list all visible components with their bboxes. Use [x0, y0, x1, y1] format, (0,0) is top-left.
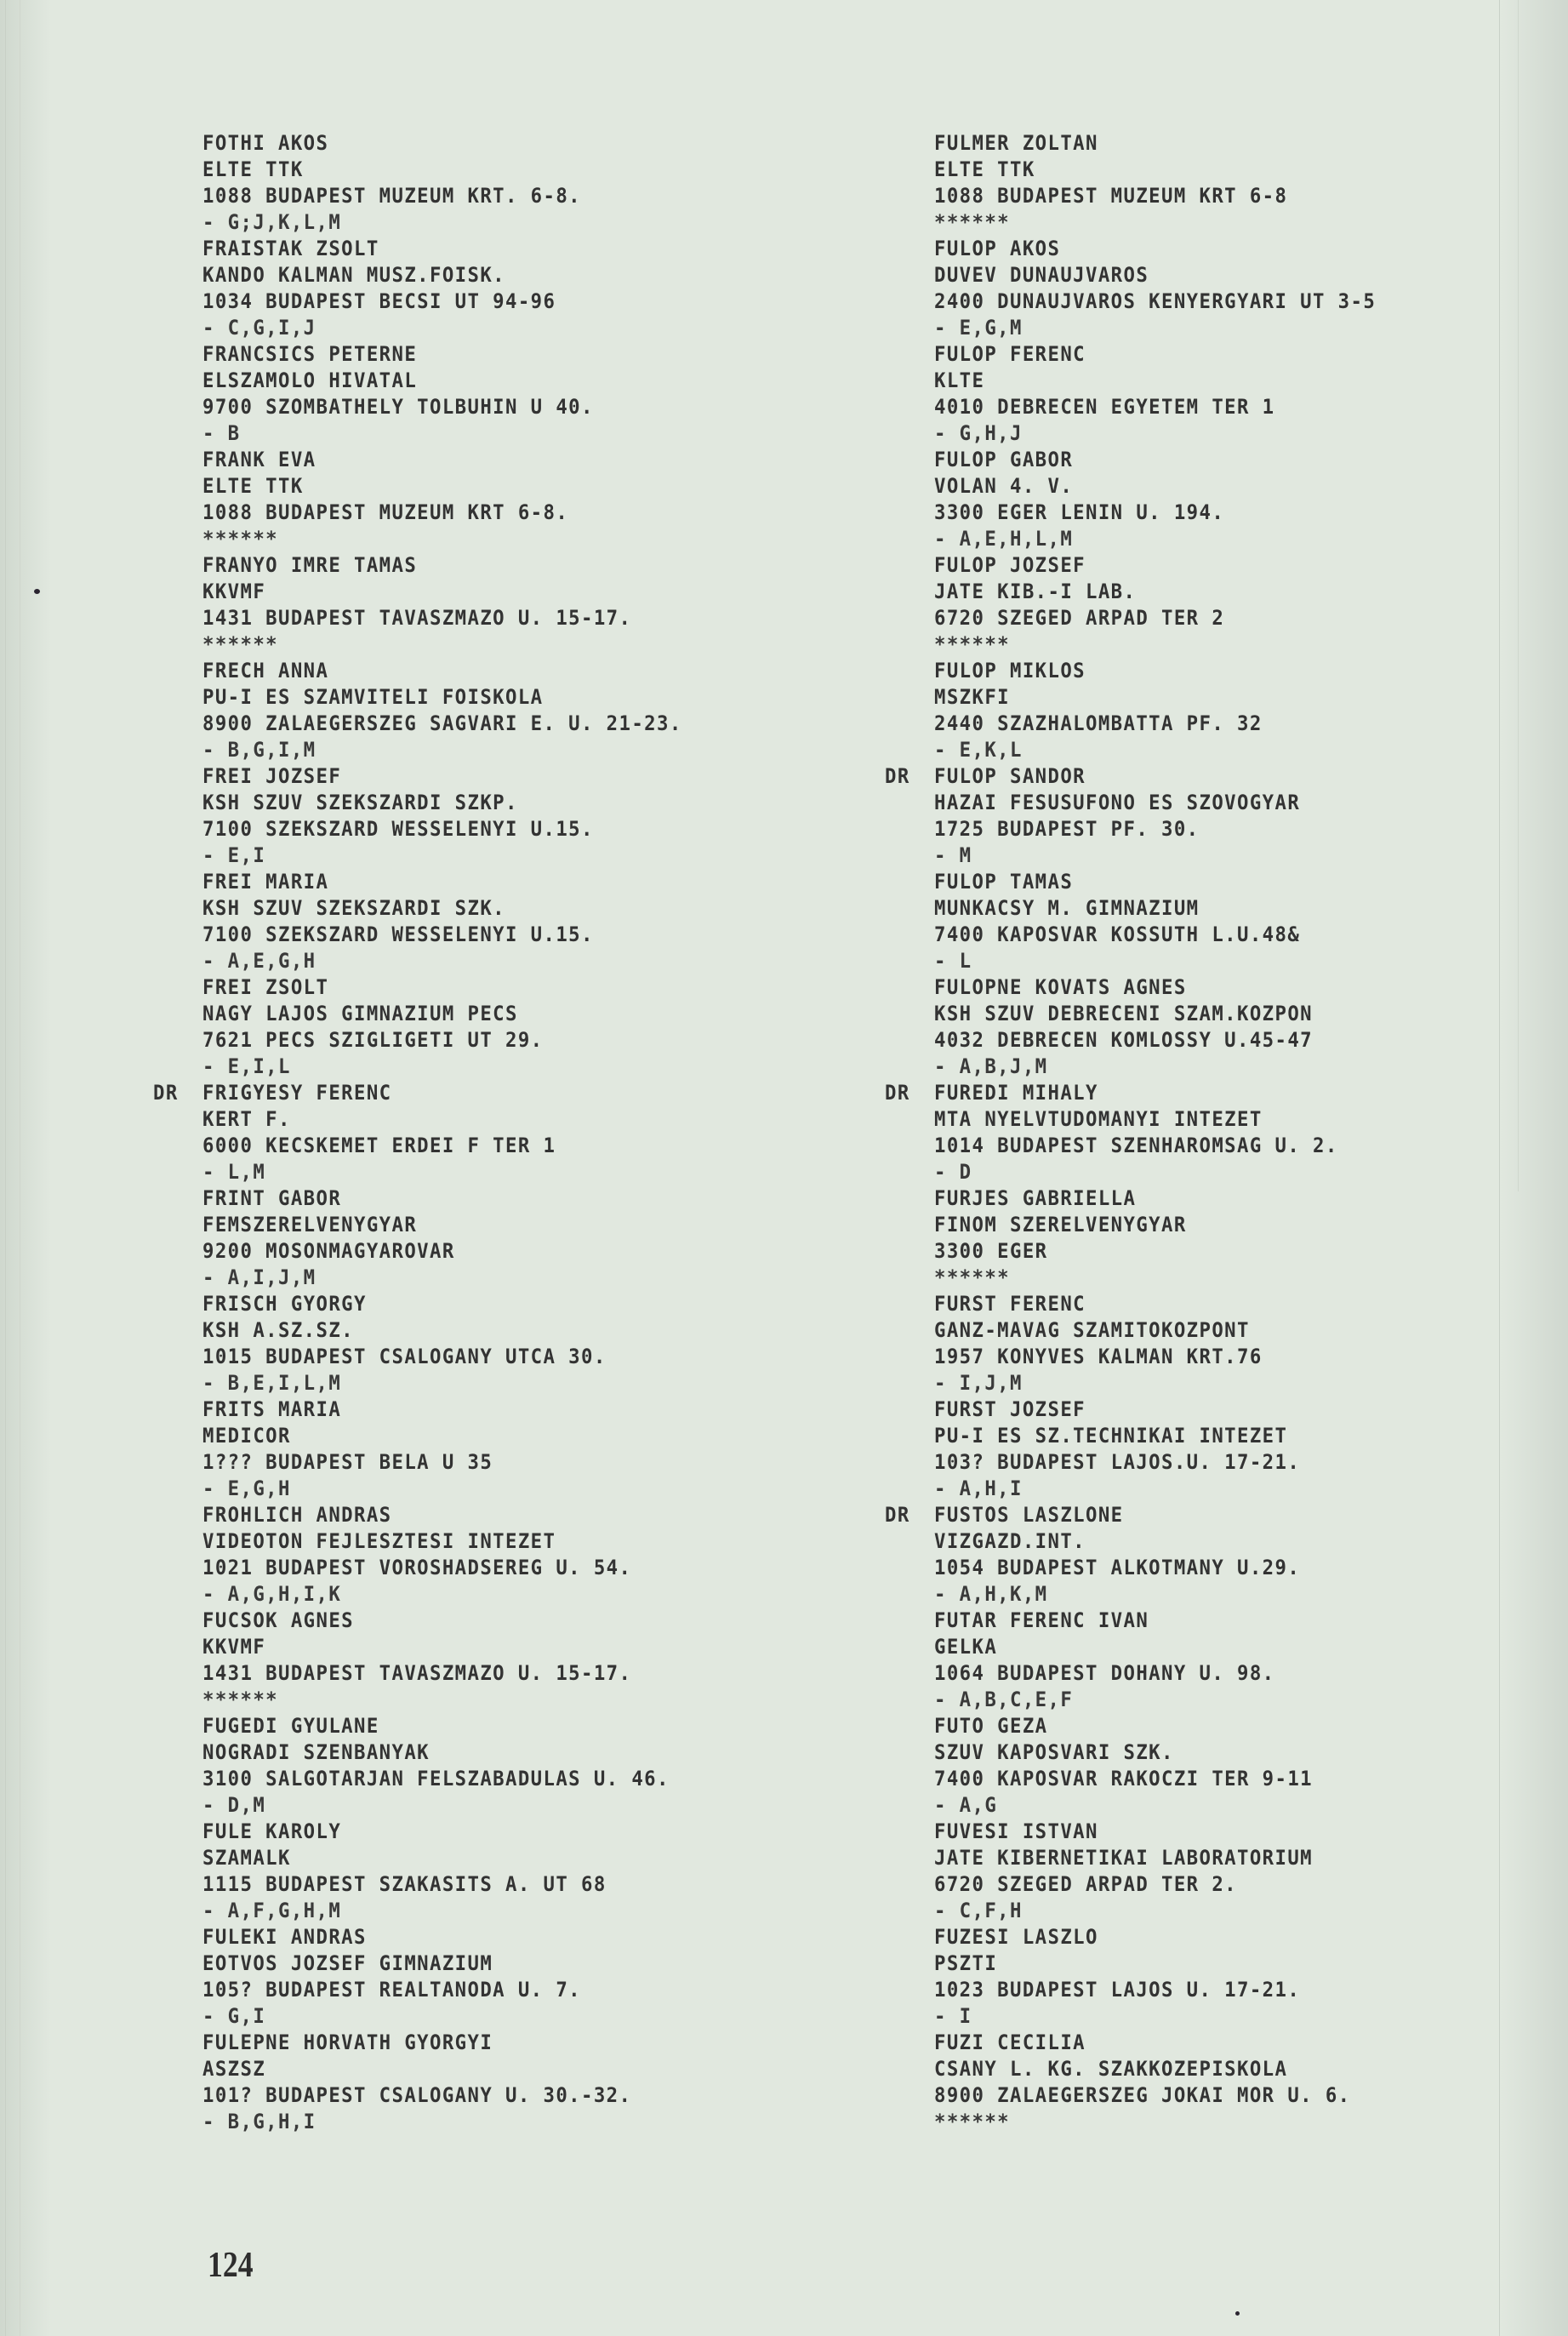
entry-codes: ******	[202, 632, 279, 656]
entry-name: FUCSOK AGNES	[202, 1608, 354, 1632]
directory-entry	[934, 341, 1409, 447]
entry-codes: - I,J,M	[934, 1371, 1023, 1395]
entry-organization: KKVMF	[202, 580, 266, 603]
entry-organization: CSANY L. KG. SZAKKOZEPISKOLA	[934, 2057, 1288, 2081]
entry-address: 1014 BUDAPEST SZENHAROMSAG U. 2.	[934, 1134, 1338, 1157]
entry-organization: KERT F.	[202, 1107, 291, 1131]
title-prefix: DR	[885, 1503, 910, 1527]
entry-name: FOTHI AKOS	[202, 131, 329, 155]
directory-entry	[202, 974, 718, 1080]
binding-edge	[5, 0, 20, 2336]
entry-name: FULOP FERENC	[934, 342, 1086, 366]
entry-address: 1431 BUDAPEST TAVASZMAZO U. 15-17.	[202, 606, 632, 630]
entry-organization: ASZSZ	[202, 2057, 266, 2081]
entry-organization: KSH SZUV SZEKSZARDI SZKP.	[202, 791, 518, 814]
entry-address: 3100 SALGOTARJAN FELSZABADULAS U. 46.	[202, 1767, 670, 1791]
entry-name: FULOP TAMAS	[934, 870, 1074, 894]
directory-entry	[202, 1608, 718, 1713]
entry-name: FULOP MIKLOS	[934, 659, 1086, 683]
entry-address: 7621 PECS SZIGLIGETI UT 29.	[202, 1028, 544, 1052]
directory-entry	[202, 130, 718, 236]
entry-organization: MSZKFI	[934, 685, 1011, 709]
entry-organization: FEMSZERELVENYGYAR	[202, 1213, 418, 1237]
entry-name: FUSTOS LASZLONE	[934, 1503, 1124, 1527]
entry-address: 1115 BUDAPEST SZAKASITS A. UT 68	[202, 1872, 607, 1896]
entry-organization: GANZ-MAVAG SZAMITOKOZPONT	[934, 1318, 1250, 1342]
directory-entry	[202, 1924, 718, 2030]
entry-organization: MTA NYELVTUDOMANYI INTEZET	[934, 1107, 1263, 1131]
entry-name: FURJES GABRIELLA	[934, 1186, 1137, 1210]
directory-entry	[885, 763, 1409, 869]
entry-address: 1088 BUDAPEST MUZEUM KRT 6-8.	[202, 500, 569, 524]
directory-entry	[934, 1291, 1409, 1396]
entry-organization: JATE KIB.-I LAB.	[934, 580, 1137, 603]
entry-name: FRITS MARIA	[202, 1397, 342, 1421]
entry-codes: - B	[202, 421, 241, 445]
entry-address: 2440 SZAZHALOMBATTA PF. 32	[934, 711, 1263, 735]
entry-name: FUREDI MIHALY	[934, 1081, 1098, 1105]
ink-speck	[1235, 2311, 1240, 2316]
entry-codes: - A,H,K,M	[934, 1582, 1048, 1606]
entry-codes: - A,B,J,M	[934, 1054, 1048, 1078]
entry-organization: VOLAN 4. V.	[934, 474, 1074, 498]
entry-address: 7100 SZEKSZARD WESSELENYI U.15.	[202, 922, 594, 946]
entry-name: FULOP JOZSEF	[934, 553, 1086, 577]
entry-organization: NAGY LAJOS GIMNAZIUM PECS	[202, 1002, 518, 1025]
entry-address: 4032 DEBRECEN KOMLOSSY U.45-47	[934, 1028, 1313, 1052]
entry-name: FULOP SANDOR	[934, 764, 1086, 788]
entry-address: 1431 BUDAPEST TAVASZMAZO U. 15-17.	[202, 1661, 632, 1685]
entry-address: 1088 BUDAPEST MUZEUM KRT. 6-8.	[202, 184, 581, 208]
entry-address: 8900 ZALAEGERSZEG JOKAI MOR U. 6.	[934, 2083, 1351, 2107]
directory-entry	[202, 447, 718, 552]
directory-entry	[934, 658, 1409, 763]
entry-name: FULOP AKOS	[934, 237, 1061, 260]
entry-address: 1??? BUDAPEST BELA U 35	[202, 1450, 493, 1474]
entry-address: 1034 BUDAPEST BECSI UT 94-96	[202, 289, 556, 313]
directory-entry	[202, 1819, 718, 1924]
directory-entry	[202, 1185, 718, 1291]
entry-name: FRINT GABOR	[202, 1186, 342, 1210]
entry-address: 3300 EGER	[934, 1239, 1048, 1263]
entry-name: FRIGYESY FERENC	[202, 1081, 392, 1105]
title-prefix: DR	[153, 1081, 179, 1105]
entry-codes: - A,B,C,E,F	[934, 1688, 1074, 1711]
entry-address: 9200 MOSONMAGYAROVAR	[202, 1239, 455, 1263]
entry-codes: - A,E,H,L,M	[934, 527, 1074, 551]
directory-entry	[934, 1185, 1409, 1291]
entry-organization: ELTE TTK	[202, 474, 304, 498]
entry-address: 7100 SZEKSZARD WESSELENYI U.15.	[202, 817, 594, 841]
entry-address: 1957 KONYVES KALMAN KRT.76	[934, 1345, 1263, 1368]
entry-address: 101? BUDAPEST CSALOGANY U. 30.-32.	[202, 2083, 632, 2107]
entry-organization: KSH SZUV DEBRECENI SZAM.KOZPON	[934, 1002, 1313, 1025]
entry-name: FRAISTAK ZSOLT	[202, 237, 379, 260]
entry-codes: - L,M	[202, 1160, 266, 1184]
entry-organization: KKVMF	[202, 1635, 266, 1659]
entry-organization: KSH SZUV SZEKSZARDI SZK.	[202, 896, 505, 920]
entry-name: FRANCSICS PETERNE	[202, 342, 418, 366]
entry-organization: FINOM SZERELVENYGYAR	[934, 1213, 1187, 1237]
entry-name: FREI ZSOLT	[202, 975, 329, 999]
entry-codes: - C,G,I,J	[202, 316, 316, 340]
entry-address: 8900 ZALAEGERSZEG SAGVARI E. U. 21-23.	[202, 711, 682, 735]
entry-codes: - G,I	[202, 2004, 266, 2028]
entry-name: FRANK EVA	[202, 448, 316, 471]
entry-codes: - A,F,G,H,M	[202, 1899, 342, 1922]
directory-entry	[885, 1502, 1409, 1608]
entry-codes: - I	[934, 2004, 972, 2028]
entry-name: FUZI CECILIA	[934, 2030, 1086, 2054]
entry-name: FULOPNE KOVATS AGNES	[934, 975, 1187, 999]
entry-codes: - D	[934, 1160, 972, 1184]
entry-address: 1054 BUDAPEST ALKOTMANY U.29.	[934, 1556, 1301, 1579]
entry-codes: - G;J,K,L,M	[202, 210, 342, 234]
directory-entry	[202, 2030, 718, 2135]
directory-entry	[202, 1502, 718, 1608]
entry-organization: VIZGAZD.INT.	[934, 1529, 1086, 1553]
page-edge-rule	[1499, 0, 1500, 2336]
entry-address: 1088 BUDAPEST MUZEUM KRT 6-8	[934, 184, 1288, 208]
entry-codes: - E,K,L	[934, 738, 1023, 762]
entry-codes: - A,H,I	[934, 1476, 1023, 1500]
entry-address: 4010 DEBRECEN EGYETEM TER 1	[934, 395, 1275, 419]
directory-entry	[202, 763, 718, 869]
entry-name: FREI JOZSEF	[202, 764, 342, 788]
entry-name: FURST FERENC	[934, 1292, 1086, 1316]
entry-organization: KLTE	[934, 368, 985, 392]
entry-organization: SZAMALK	[202, 1846, 291, 1870]
entry-codes: ******	[202, 527, 279, 551]
directory-entry	[934, 974, 1409, 1080]
entry-address: 9700 SZOMBATHELY TOLBUHIN U 40.	[202, 395, 594, 419]
entry-name: FROHLICH ANDRAS	[202, 1503, 392, 1527]
entry-address: 1021 BUDAPEST VOROSHADSEREG U. 54.	[202, 1556, 632, 1579]
ink-speck	[34, 589, 40, 594]
directory-entry	[202, 341, 718, 447]
entry-address: 7400 KAPOSVAR RAKOCZI TER 9-11	[934, 1767, 1313, 1791]
entry-organization: DUVEV DUNAUJVAROS	[934, 263, 1149, 287]
entry-name: FULEPNE HORVATH GYORGYI	[202, 2030, 493, 2054]
entry-codes: - A,G,H,I,K	[202, 1582, 342, 1606]
entry-organization: SZUV KAPOSVARI SZK.	[934, 1740, 1174, 1764]
entry-name: FULEKI ANDRAS	[202, 1925, 367, 1949]
entry-address: 1023 BUDAPEST LAJOS U. 17-21.	[934, 1978, 1301, 2002]
entry-address: 2400 DUNAUJVAROS KENYERGYARI UT 3-5	[934, 289, 1377, 313]
entry-name: FUVESI ISTVAN	[934, 1819, 1098, 1843]
entry-name: FUTO GEZA	[934, 1714, 1048, 1738]
directory-entry	[202, 1713, 718, 1819]
entry-codes: ******	[934, 210, 1011, 234]
directory-entry	[934, 1608, 1409, 1713]
entry-name: FURST JOZSEF	[934, 1397, 1086, 1421]
entry-codes: - B,G,I,M	[202, 738, 316, 762]
entry-organization: PU-I ES SZAMVITELI FOISKOLA	[202, 685, 544, 709]
entry-codes: ******	[934, 1265, 1011, 1289]
directory-entry	[202, 869, 718, 974]
entry-organization: ELTE TTK	[934, 157, 1035, 181]
directory-entry	[202, 1291, 718, 1396]
entry-codes: - A,G	[934, 1793, 998, 1817]
entry-codes: - M	[934, 843, 972, 867]
entry-organization: GELKA	[934, 1635, 998, 1659]
entry-codes: - B,G,H,I	[202, 2110, 316, 2133]
directory-column-right	[885, 130, 1409, 2135]
entry-address: 1015 BUDAPEST CSALOGANY UTCA 30.	[202, 1345, 607, 1368]
entry-name: FREI MARIA	[202, 870, 329, 894]
entry-codes: - L	[934, 949, 972, 973]
directory-entry	[934, 2030, 1409, 2135]
entry-codes: - E,G,H	[202, 1476, 291, 1500]
directory-entry	[934, 130, 1409, 236]
entry-codes: - E,I	[202, 843, 266, 867]
directory-entry	[934, 552, 1409, 658]
entry-name: FRECH ANNA	[202, 659, 329, 683]
title-prefix: DR	[885, 1081, 910, 1105]
entry-organization: EOTVOS JOZSEF GIMNAZIUM	[202, 1951, 493, 1975]
entry-codes: - D,M	[202, 1793, 266, 1817]
directory-entry	[202, 658, 718, 763]
entry-organization: PSZTI	[934, 1951, 998, 1975]
entry-codes: - A,I,J,M	[202, 1265, 316, 1289]
entry-organization: ELSZAMOLO HIVATAL	[202, 368, 418, 392]
entry-name: FULE KAROLY	[202, 1819, 342, 1843]
entry-organization: VIDEOTON FEJLESZTESI INTEZET	[202, 1529, 556, 1553]
page-number: 124	[208, 2246, 254, 2285]
entry-codes: - A,E,G,H	[202, 949, 316, 973]
entry-codes: - E,G,M	[934, 316, 1023, 340]
directory-entry	[153, 1080, 718, 1185]
directory-entry	[202, 552, 718, 658]
entry-organization: HAZAI FESUSUFONO ES SZOVOGYAR	[934, 791, 1301, 814]
entry-name: FUGEDI GYULANE	[202, 1714, 379, 1738]
entry-address: 1064 BUDAPEST DOHANY U. 98.	[934, 1661, 1275, 1685]
entry-organization: MUNKACSY M. GIMNAZIUM	[934, 896, 1200, 920]
directory-entry	[934, 1819, 1409, 1924]
directory-entry	[202, 236, 718, 341]
entry-organization: ELTE TTK	[202, 157, 304, 181]
entry-address: 105? BUDAPEST REALTANODA U. 7.	[202, 1978, 581, 2002]
entry-name: FULMER ZOLTAN	[934, 131, 1098, 155]
entry-organization: KSH A.SZ.SZ.	[202, 1318, 354, 1342]
entry-address: 1725 BUDAPEST PF. 30.	[934, 817, 1200, 841]
entry-codes: - C,F,H	[934, 1899, 1023, 1922]
directory-entry	[934, 1924, 1409, 2030]
entry-organization: PU-I ES SZ.TECHNIKAI INTEZET	[934, 1424, 1288, 1448]
entry-address: 103? BUDAPEST LAJOS.U. 17-21.	[934, 1450, 1301, 1474]
directory-column-left	[153, 130, 718, 2135]
entry-address: 6720 SZEGED ARPAD TER 2	[934, 606, 1225, 630]
directory-entry	[934, 236, 1409, 341]
page-edge-rule-secondary	[1518, 0, 1519, 1191]
entry-codes: ******	[202, 1688, 279, 1711]
entry-organization: KANDO KALMAN MUSZ.FOISK.	[202, 263, 505, 287]
entry-name: FRANYO IMRE TAMAS	[202, 553, 418, 577]
entry-name: FUZESI LASZLO	[934, 1925, 1098, 1949]
directory-entry	[934, 447, 1409, 552]
directory-entry	[885, 1080, 1409, 1185]
entry-codes: ******	[934, 2110, 1011, 2133]
title-prefix: DR	[885, 764, 910, 788]
entry-address: 7400 KAPOSVAR KOSSUTH L.U.48&	[934, 922, 1301, 946]
directory-entry	[934, 869, 1409, 974]
entry-organization: JATE KIBERNETIKAI LABORATORIUM	[934, 1846, 1313, 1870]
entry-codes: - G,H,J	[934, 421, 1023, 445]
entry-organization: MEDICOR	[202, 1424, 291, 1448]
entry-organization: NOGRADI SZENBANYAK	[202, 1740, 430, 1764]
entry-codes: - B,E,I,L,M	[202, 1371, 342, 1395]
entry-address: 6000 KECSKEMET ERDEI F TER 1	[202, 1134, 556, 1157]
directory-entry	[202, 1396, 718, 1502]
entry-name: FRISCH GYORGY	[202, 1292, 367, 1316]
entry-address: 6720 SZEGED ARPAD TER 2.	[934, 1872, 1237, 1896]
directory-entry	[934, 1713, 1409, 1819]
entry-name: FULOP GABOR	[934, 448, 1074, 471]
entry-codes: ******	[934, 632, 1011, 656]
directory-entry	[934, 1396, 1409, 1502]
entry-address: 3300 EGER LENIN U. 194.	[934, 500, 1225, 524]
entry-codes: - E,I,L	[202, 1054, 291, 1078]
entry-name: FUTAR FERENC IVAN	[934, 1608, 1149, 1632]
